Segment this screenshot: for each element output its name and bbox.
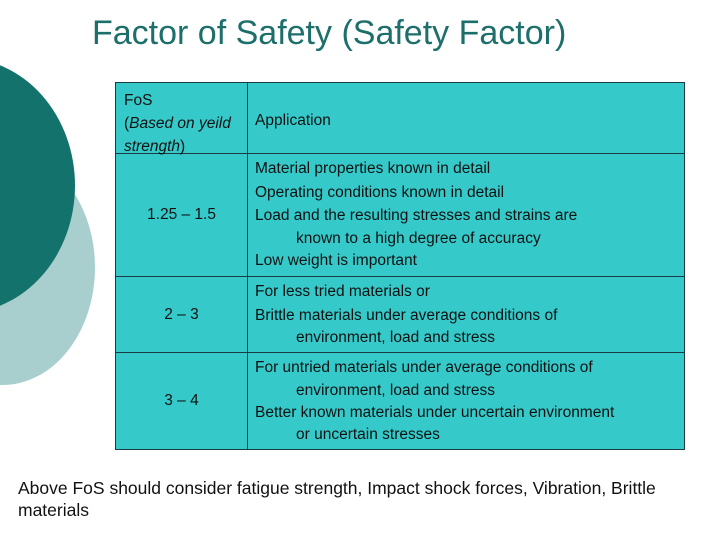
application-cell	[248, 353, 685, 450]
application-text-continued: environment, load and stress	[296, 381, 496, 399]
application-text: Load and the resulting stresses and strains are	[255, 207, 578, 224]
fos-table	[115, 82, 685, 450]
application-text: Better known materials under uncertain environment	[255, 403, 615, 421]
table-row	[116, 353, 685, 450]
application-item	[255, 401, 678, 446]
application-text-continued: or uncertain stresses	[296, 426, 440, 443]
application-text-continued: known to a high degree of accuracy	[296, 229, 541, 247]
application-text: Operating conditions known in detail	[255, 183, 505, 201]
table-row	[116, 277, 685, 353]
application-item	[255, 157, 678, 181]
application-item	[255, 280, 678, 304]
header-fos-paren-close: )	[180, 138, 186, 155]
table-header-row	[116, 83, 685, 154]
header-fos-note: Based on yeild strength	[124, 115, 231, 155]
application-cell	[248, 154, 685, 277]
application-item	[255, 181, 678, 205]
application-item	[255, 249, 678, 273]
header-application-label: Application	[255, 112, 331, 129]
application-item	[255, 356, 678, 401]
application-text: Low weight is important	[255, 251, 417, 269]
fos-value-cell: 3 – 4	[116, 353, 248, 450]
header-fos-paren-open: (	[124, 115, 130, 132]
application-cell	[248, 277, 685, 353]
application-text: For less tried materials or	[255, 283, 430, 300]
header-application-cell	[248, 83, 685, 154]
application-item	[255, 304, 678, 349]
application-text-continued: environment, load and stress	[296, 329, 496, 346]
slide-title: Factor of Safety (Safety Factor)	[92, 14, 567, 52]
fos-value-cell: 1.25 – 1.5	[116, 154, 248, 277]
table-row	[116, 154, 685, 277]
header-fos-label: FoS	[124, 92, 153, 109]
application-text: Material properties known in detail	[255, 160, 491, 177]
application-text: For untried materials under average conditions of	[255, 359, 593, 376]
header-fos-cell	[116, 83, 248, 154]
fos-value-cell: 2 – 3	[116, 277, 248, 353]
application-item	[255, 204, 678, 249]
footer-note: Above FoS should consider fatigue strength, Impact shock forces, Vibration, Brittle materials	[18, 478, 656, 520]
application-text: Brittle materials under average conditions of	[255, 306, 558, 324]
